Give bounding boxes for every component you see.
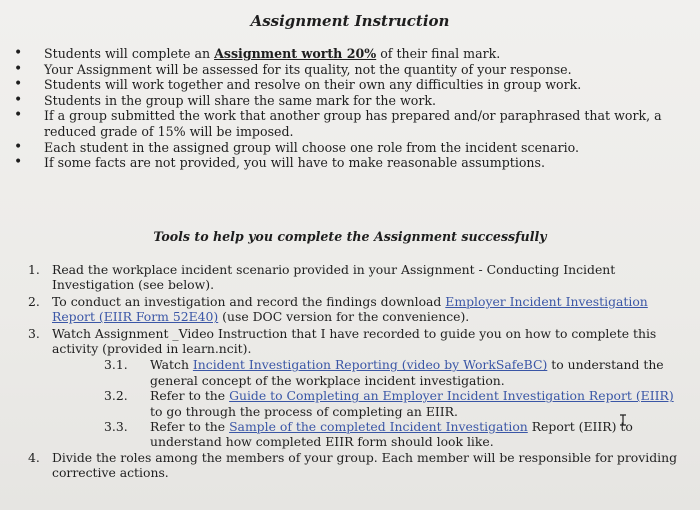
bullet-list xyxy=(14,46,694,171)
bullet-item xyxy=(14,140,694,156)
eiir-guide-link[interactable]: Guide to Completing an Employer Incident Investigation Report (EIIR) xyxy=(229,388,674,404)
step-text: Watch Assignment _Video Instruction that I have recorded to guide you on how to complete this activity (provided in learn.ncit). xyxy=(52,325,657,357)
step-text xyxy=(52,294,678,325)
step-4 xyxy=(28,450,678,481)
steps-list xyxy=(28,262,678,482)
eiir-form-link[interactable]: Employer Incident Investigation Report (EIIR Form 52E40) xyxy=(52,293,648,325)
step-text xyxy=(150,419,678,450)
step-text: Read the workplace incident scenario provided in your Assignment - Conducting Incident Investigation (see below). xyxy=(52,262,616,293)
bullet-text: If a group submitted the work that another group has prepared and/or paraphrased that work, a reduced grade of 15% will be imposed. xyxy=(44,108,662,139)
step-3-3 xyxy=(104,419,678,450)
tools-heading: Tools to help you complete the Assignment successfully xyxy=(153,229,547,244)
bullet-text: Each student in the assigned group will choose one role from the incident scenario. xyxy=(44,139,580,155)
step-text-part: To conduct an investigation and record the findings download xyxy=(52,293,446,309)
step-number: 3.3. xyxy=(104,419,128,435)
step-text xyxy=(150,388,678,419)
step-number: 4. xyxy=(28,449,40,465)
step-text: Divide the roles among the members of your group. Each member will be responsible for providing corrective actions. xyxy=(52,449,678,481)
worksafebc-video-link[interactable]: Incident Investigation Reporting (video by WorkSafeBC) xyxy=(192,357,548,373)
sample-report-link[interactable]: Sample of the completed Incident Investigation xyxy=(229,419,528,435)
bullet-item xyxy=(14,46,694,62)
step-1 xyxy=(28,262,678,293)
assignment-weight-emphasis: Assignment worth 20% xyxy=(214,46,377,61)
bullet-dot-icon: • xyxy=(14,138,23,155)
bullet-text-part: Students will complete an xyxy=(44,46,215,61)
bullet-text xyxy=(44,46,694,62)
bullet-dot-icon: • xyxy=(14,107,23,124)
text-cursor-icon xyxy=(618,414,628,426)
bullet-item xyxy=(14,77,694,93)
bullet-dot-icon: • xyxy=(14,45,23,61)
bullet-item xyxy=(14,155,694,171)
bullet-dot-icon: • xyxy=(14,60,23,77)
bullet-text: Students in the group will share the same mark for the work. xyxy=(44,92,436,108)
bullet-dot-icon: • xyxy=(14,154,23,171)
page-title: Assignment Instruction xyxy=(250,12,450,30)
step-text-part: Refer to the xyxy=(150,419,230,435)
step-text-part: Refer to the xyxy=(150,388,230,404)
step-text-part: to understand the general concept of the workplace incident investigation. xyxy=(150,357,664,388)
bullet-text: If some facts are not provided, you will have to make reasonable assumptions. xyxy=(44,155,546,171)
step-text xyxy=(150,357,678,388)
bullet-text-part: of their final mark. xyxy=(376,46,501,61)
step-number: 2. xyxy=(28,293,40,309)
bullet-dot-icon: • xyxy=(14,91,23,108)
bullet-text: Students will work together and resolve on their own any difficulties in group work. xyxy=(44,77,582,93)
step-number: 3. xyxy=(28,325,40,341)
step-3 xyxy=(28,326,678,357)
step-text-part: Watch xyxy=(150,357,193,373)
bullet-dot-icon: • xyxy=(14,76,23,93)
step-3-1 xyxy=(104,357,678,388)
step-text-part: to go through the process of completing an EIIR. xyxy=(150,403,458,419)
step-2 xyxy=(28,294,678,325)
bullet-text: Your Assignment will be assessed for its quality, not the quantity of your response. xyxy=(44,61,572,77)
bullet-item xyxy=(14,62,694,78)
step-3-2 xyxy=(104,388,678,419)
step-text-part: (use DOC version for the convenience). xyxy=(218,309,470,325)
bullet-item xyxy=(14,108,694,139)
bullet-item xyxy=(14,93,694,109)
step-number: 1. xyxy=(28,262,40,277)
step-number: 3.2. xyxy=(104,388,128,404)
step-text-part: Report (EIIR) to understand how completed EIIR form should look like. xyxy=(150,419,633,450)
step-number: 3.1. xyxy=(104,357,128,373)
